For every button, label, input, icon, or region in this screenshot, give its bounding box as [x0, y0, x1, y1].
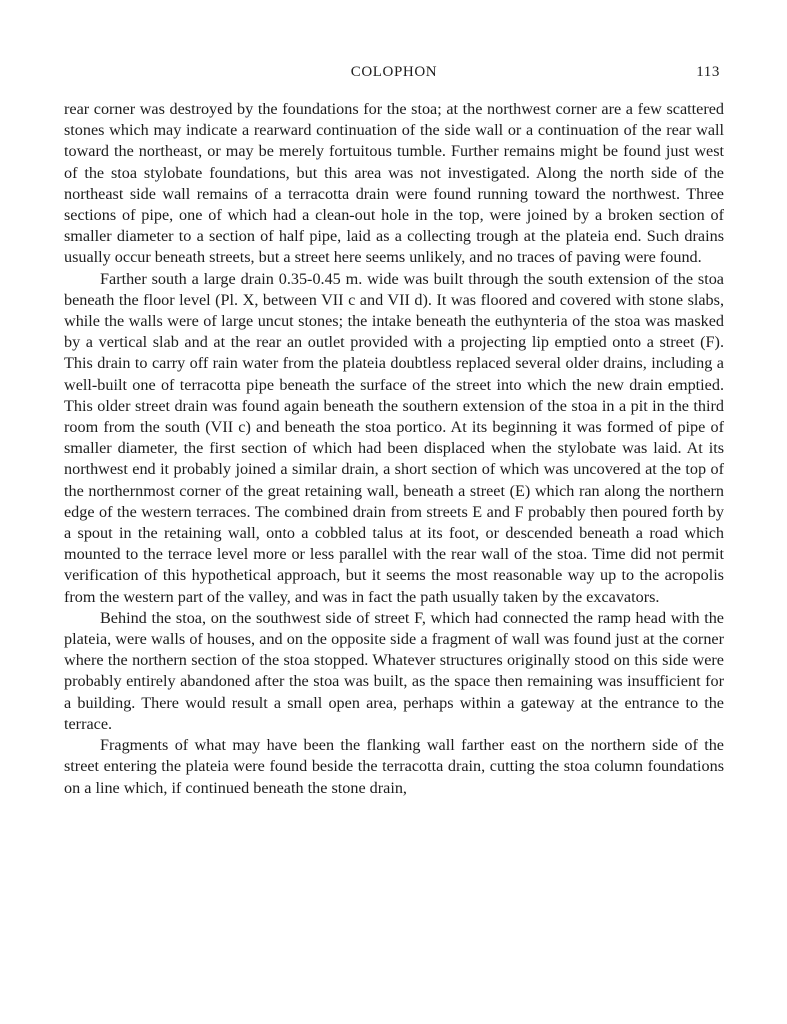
paragraph-behind-stoa: Behind the stoa, on the southwest side of street F, which had connected the ramp head with the plateia, were walls of houses, and on the opposite side a fragment of wall was found just at the corner where the northern section of the stoa stopped. Whatever structures originally stood on this side were probably entirely abandoned after the stoa was built, as the space then remaining was insufficient for a building. There would result a small open area, perhaps within a gateway at the entrance to the terrace. — [64, 608, 724, 733]
book-page — [64, 60, 724, 799]
paragraph-drain: Farther south a large drain 0.35-0.45 m. wide was built through the south extension of the stoa beneath the floor level (Pl. X, between VII c and VII d). It was floored and covered with stone slabs, while the walls were of large uncut stones; the intake beneath the euthynteria of the stoa was masked by a vertical slab and at the rear an outlet provided with a projecting lip emptied onto a street (F). This drain to carry off rain water from the plateia doubtless replaced several older drains, including a well-built one of terracotta pipe beneath the surface of the street into which the new drain emptied. This older street drain was found again beneath the southern extension of the stoa in a pit in the third room from the south (VII c) and beneath the stoa portico. At its beginning it was formed of pipe of smaller diameter, the first section of which had been displaced when the stylobate was laid. At its northwest end it probably joined a similar drain, a short section of which was uncovered at the top of the northernmost corner of the great retaining wall, beneath a street (E) which ran along the northern edge of the western terraces. The combined drain from streets E and F probably then poured forth by a spout in the retaining wall, onto a cobbled talus at its foot, or descended beneath a road which mounted to the terrace level more or less parallel with the rear wall of the stoa. Time did not permit verification of this hypothetical approach, but it seems the most reasonable way up to the acropolis from the western part of the valley, and was in fact the path usually taken by the excavators. — [64, 269, 724, 606]
paragraph-continued: rear corner was destroyed by the foundations for the stoa; at the northwest corner are a few scattered stones which may indicate a rearward continuation of the side wall or a continuation of the rear wall toward the northeast, or may be merely fortuitous tumble. Further remains might be found just west of the stoa stylobate foundations, but this area was not investigated. Along the north side of the northeast side wall remains of a terracotta drain were found running toward the northwest. Three sections of pipe, one of which had a clean-out hole in the top, were joined by a broken section of smaller diameter to a section of half pipe, laid as a collecting trough at the plateia end. Such drains usually occur beneath streets, but a street here seems unlikely, and no traces of paving were found. — [64, 100, 724, 267]
body-text — [64, 99, 724, 799]
paragraph-fragments: Fragments of what may have been the flanking wall farther east on the northern side of the street entering the plateia were found beside the terracotta drain, cutting the stoa column foundations on a line which, if continued beneath the stone drain, — [64, 736, 724, 797]
page-number: 113 — [696, 64, 720, 80]
running-title: COLOPHON — [350, 64, 438, 80]
running-head — [64, 60, 724, 86]
